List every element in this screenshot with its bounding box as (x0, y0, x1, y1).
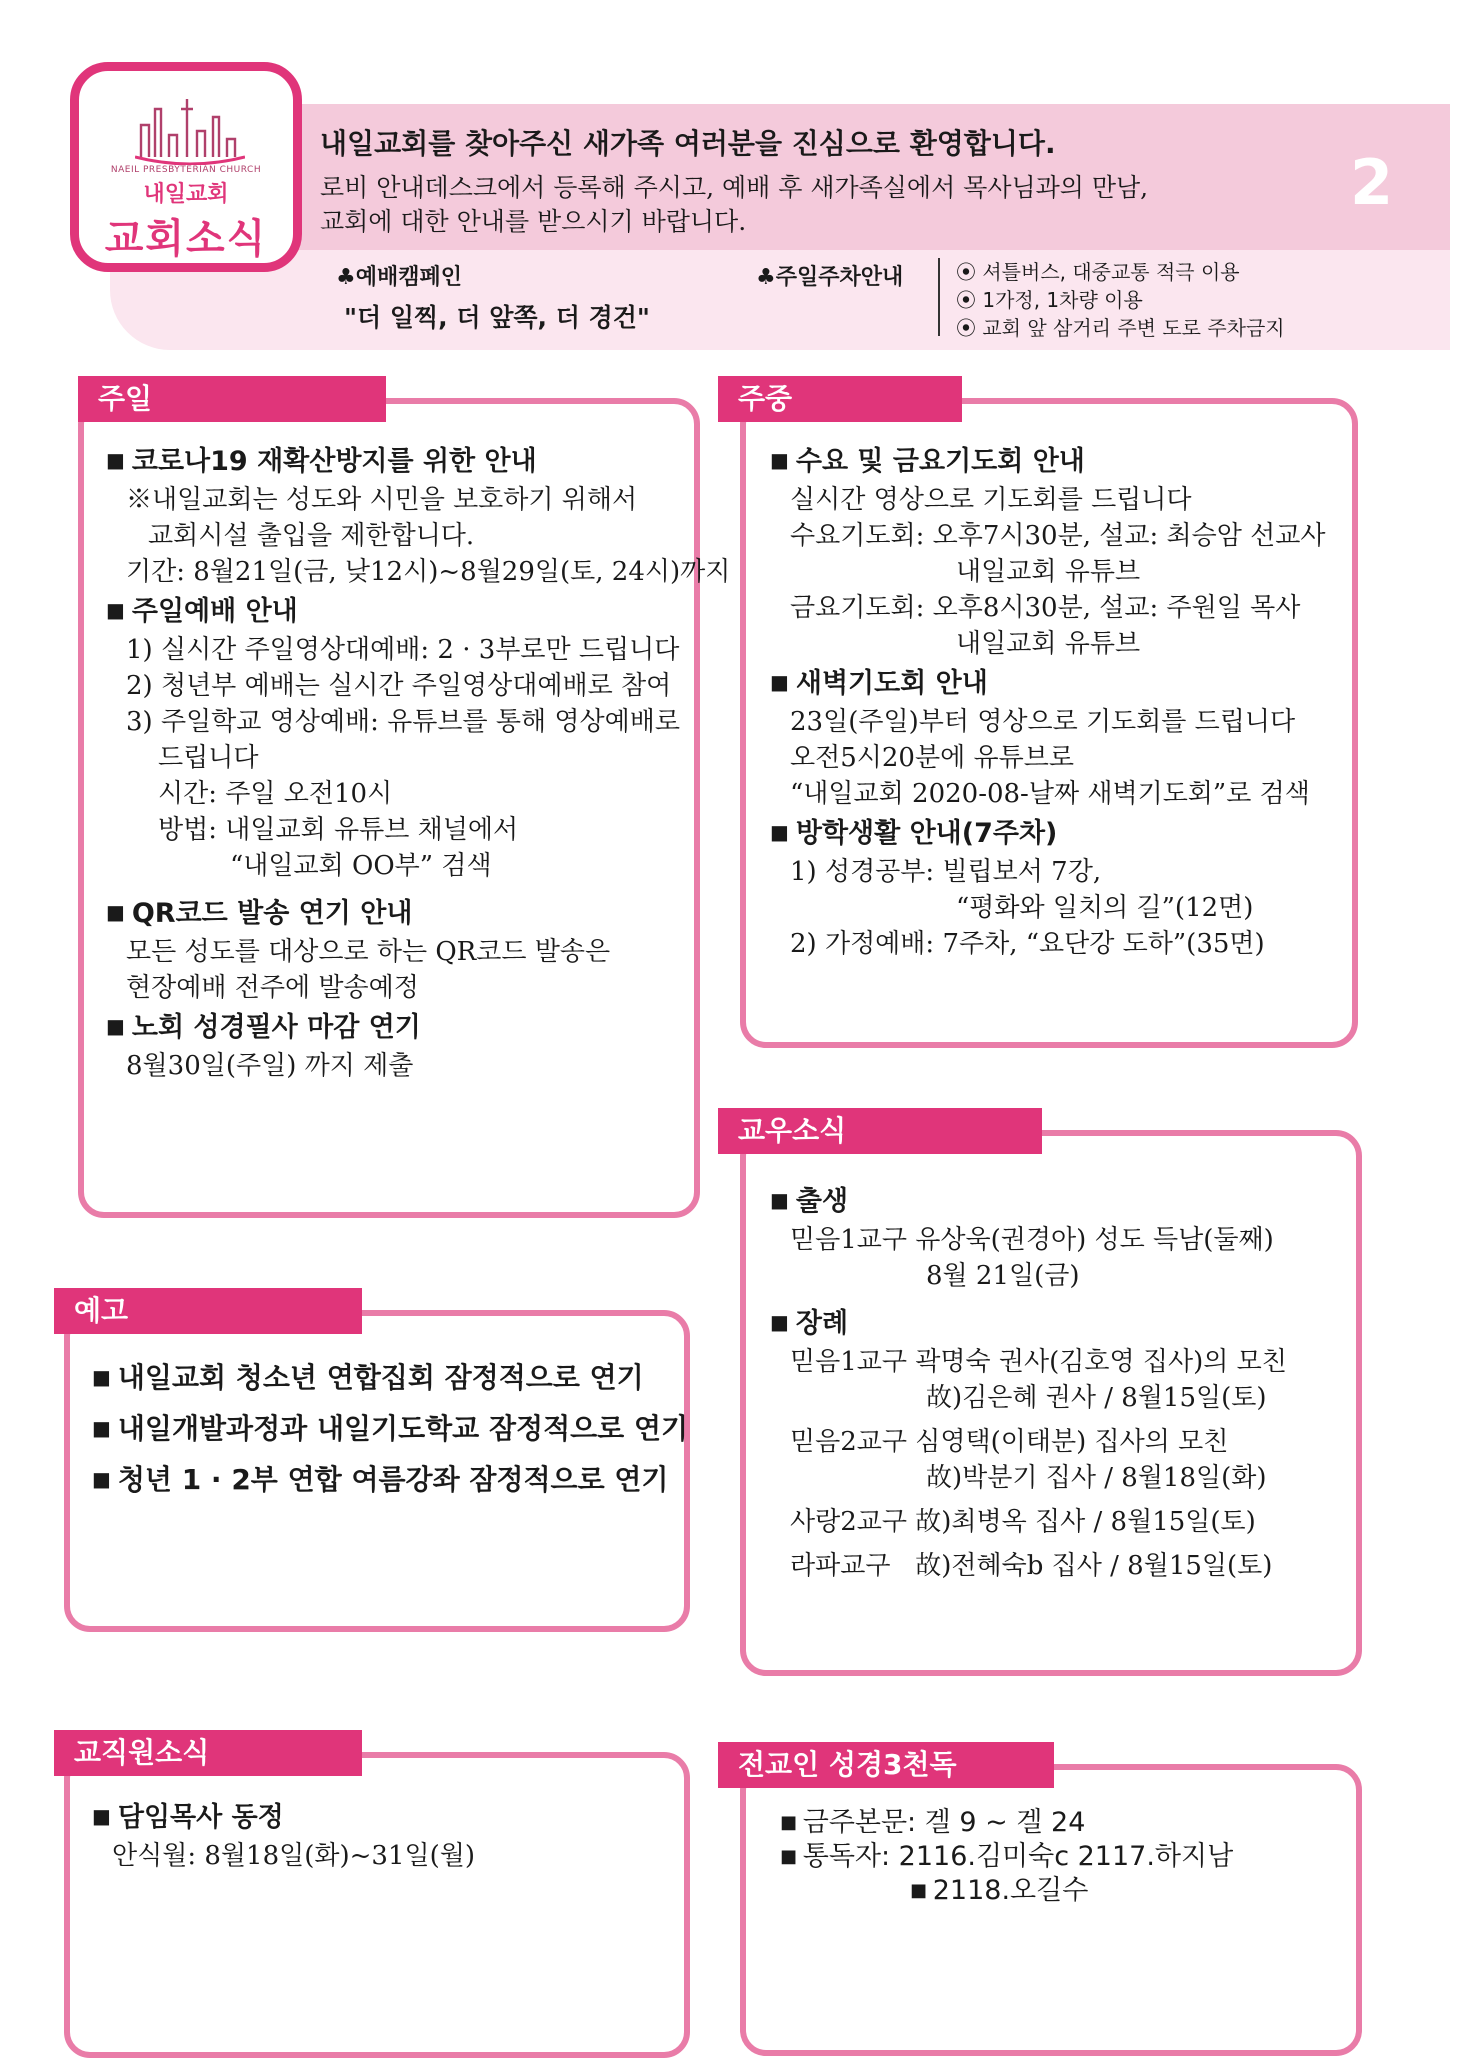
weekday-content (770, 440, 1325, 962)
funeral-text: 사랑2교구 故)최병옥 집사 / 8월15일(토) (790, 1507, 1256, 1537)
dawn-prayer-text: “내일교회 2020-08-날짜 새벽기도회”로 검색 (790, 779, 1310, 809)
weekday-tab: 주중 (718, 376, 962, 422)
vacation-text: “평화와 일치의 길”(12면) (956, 893, 1254, 923)
covid-heading: ■ 코로나19 재확산방지를 위한 안내 (106, 440, 730, 482)
church-logo (70, 62, 302, 272)
welcome-heading: 내일교회를 찾아주신 새가족 여러분을 진심으로 환영합니다. (320, 127, 1056, 160)
funeral-text: 故)박분기 집사 / 8월18일(화) (926, 1463, 1267, 1493)
bible-copy-heading: ■ 노회 성경필사 마감 연기 (106, 1006, 730, 1048)
covid-period: 기간: 8월21일(금, 낮12시)~8월29일(토, 24시)까지 (126, 557, 731, 587)
staff-tab: 교직원소식 (54, 1730, 362, 1776)
birth-text: 믿음1교구 유상욱(권경아) 성도 득남(둘째) (790, 1225, 1274, 1255)
staff-content (92, 1796, 475, 1874)
vacation-text: 1) 성경공부: 빌립보서 7강, (790, 857, 1102, 887)
welcome-line: 로비 안내데스크에서 등록해 주시고, 예배 후 새가족실에서 목사님과의 만남, (320, 173, 1149, 202)
worship-item: 드립니다 (158, 743, 259, 773)
church-skyline-icon (135, 95, 245, 165)
worship-item: 1) 실시간 주일영상대예배: 2 · 3부로만 드립니다 (126, 635, 680, 665)
qr-heading: ■ QR코드 발송 연기 안내 (106, 892, 730, 934)
funeral-text: 믿음1교구 곽명숙 권사(김호영 집사)의 모친 (790, 1347, 1287, 1377)
dawn-prayer-text: 23일(주일)부터 영상으로 기도회를 드립니다 (790, 707, 1296, 737)
reading-passage: ■ 금주본문: 겔 9 ~ 겔 24 (780, 1806, 1233, 1840)
sunday-content (106, 440, 730, 1084)
worship-item: 3) 주일학교 영상예배: 유튜브를 통해 영상예배로 (126, 707, 680, 737)
members-tab: 교우소식 (718, 1108, 1042, 1154)
parking-item: ⦿ 교회 앞 삼거리 주변 도로 주차금지 (956, 316, 1285, 340)
notice-tab: 예고 (54, 1288, 362, 1334)
prayer-text: 금요기도회: 오후8시30분, 설교: 주원일 목사 (790, 593, 1301, 623)
logo-name: 내일교회 (143, 182, 229, 207)
sunday-tab: 주일 (78, 376, 386, 422)
reading-content (780, 1806, 1233, 1908)
funeral-text: 故)김은혜 권사 / 8월15일(토) (926, 1383, 1267, 1413)
funeral-text: 라파교구 故)전혜숙b 집사 / 8월15일(토) (790, 1551, 1273, 1581)
prayer-text: 수요기도회: 오후7시30분, 설교: 최승암 선교사 (790, 521, 1326, 551)
prayer-text: 내일교회 유튜브 (956, 557, 1141, 587)
members-content (770, 1180, 1287, 1584)
pastor-schedule-heading: ■ 담임목사 동정 (92, 1796, 475, 1838)
dawn-prayer-text: 오전5시20분에 유튜브로 (790, 743, 1074, 773)
vacation-text: 2) 가정예배: 7주차, “요단강 도하”(35면) (790, 929, 1265, 959)
vacation-heading: ■ 방학생활 안내(7주차) (770, 812, 1325, 854)
reading-tab: 전교인 성경3천독 (718, 1742, 1054, 1788)
worship-method: 방법: 내일교회 유튜브 채널에서 (158, 815, 519, 845)
worship-heading: ■ 주일예배 안내 (106, 590, 730, 632)
campaign-text: "더 일찍, 더 앞쪽, 더 경건" (344, 303, 650, 332)
page-number: 2 (1350, 146, 1394, 219)
divider (938, 258, 940, 336)
dawn-prayer-heading: ■ 새벽기도회 안내 (770, 662, 1325, 704)
covid-text: 교회시설 출입을 제한합니다. (148, 521, 475, 551)
parking-item: ⦿ 셔틀버스, 대중교통 적극 이용 (956, 260, 1240, 284)
campaign-label: ♣예배캠페인 (336, 265, 462, 290)
covid-text: ※내일교회는 성도와 시민을 보호하기 위해서 (126, 485, 638, 515)
reading-readers: ■ 통독자: 2116.김미숙c 2117.하지남 (780, 1840, 1233, 1874)
worship-method: “내일교회 OO부” 검색 (230, 851, 492, 881)
pastor-schedule-text: 안식월: 8월18일(화)~31일(월) (112, 1841, 476, 1871)
worship-time: 시간: 주일 오전10시 (158, 779, 393, 809)
funeral-heading: ■ 장례 (770, 1302, 1287, 1344)
notice-item: ■ 청년 1 · 2부 연합 여름강좌 잠정적으로 연기 (92, 1454, 688, 1505)
prayer-text: 내일교회 유튜브 (956, 629, 1141, 659)
birth-heading: ■ 출생 (770, 1180, 1287, 1222)
notice-item: ■ 내일교회 청소년 연합집회 잠정적으로 연기 (92, 1352, 688, 1403)
qr-text: 모든 성도를 대상으로 하는 QR코드 발송은 (126, 937, 611, 967)
logo-subtext: NAEIL PRESBYTERIAN CHURCH (110, 165, 262, 175)
worship-item: 2) 청년부 예배는 실시간 주일영상대예배로 참여 (126, 671, 672, 701)
prayer-heading: ■ 수요 및 금요기도회 안내 (770, 440, 1325, 482)
qr-text: 현장예배 전주에 발송예정 (126, 973, 419, 1003)
birth-date: 8월 21일(금) (926, 1261, 1080, 1291)
prayer-text: 실시간 영상으로 기도회를 드립니다 (790, 485, 1192, 515)
notice-item: ■ 내일개발과정과 내일기도학교 잠정적으로 연기 (92, 1403, 688, 1454)
notice-content (92, 1352, 688, 1505)
reading-readers: ■ 2118.오길수 (780, 1874, 1233, 1908)
welcome-line: 교회에 대한 안내를 받으시기 바랍니다. (320, 207, 747, 236)
parking-item: ⦿ 1가정, 1차량 이용 (956, 288, 1143, 312)
funeral-text: 믿음2교구 심영택(이태분) 집사의 모친 (790, 1427, 1229, 1457)
page-title: 교회소식 (104, 216, 268, 262)
bible-copy-text: 8월30일(주일) 까지 제출 (126, 1051, 414, 1081)
parking-label: ♣주일주차안내 (756, 265, 904, 290)
